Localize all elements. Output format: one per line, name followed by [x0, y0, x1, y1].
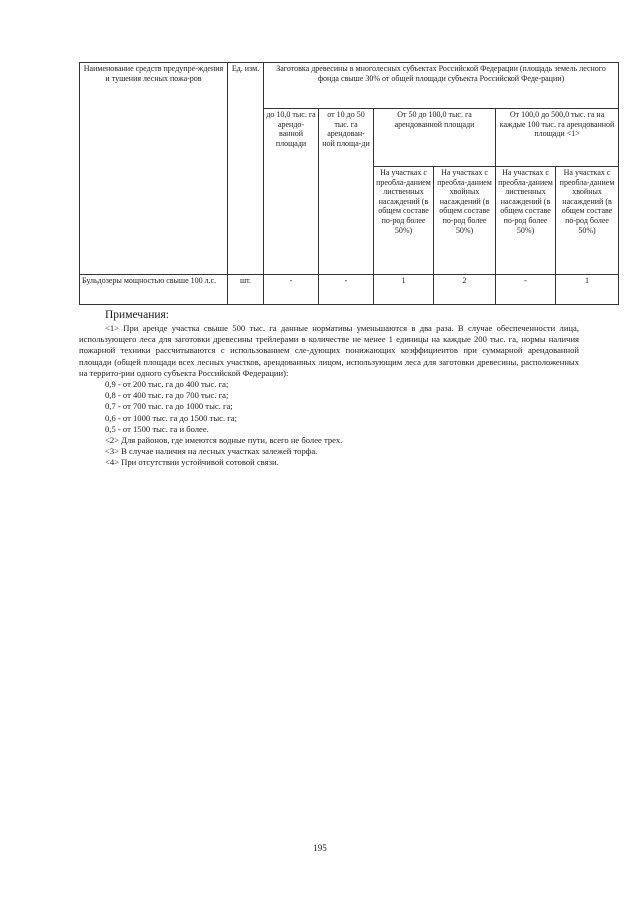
row-value-up-to-10: -: [264, 275, 319, 305]
header-10-to-50: от 10 до 50 тыс. га арендован-ной площа-ди: [319, 109, 374, 275]
page-number: 195: [313, 843, 327, 853]
coefficient-item: 0,7 - от 700 тыс. га до 1000 тыс. га;: [105, 401, 233, 412]
notes-section: [79, 309, 579, 469]
header-leaf-deciduous-100-500: На участках с преобла-данием лиственных насаждений (в общем составе по-род более 50%): [496, 167, 556, 275]
header-leaf-coniferous-50-100: На участках с преобла-данием хвойных насаждений (в общем составе по-род более 50%): [434, 167, 496, 275]
coefficient-item: 0,9 - от 200 тыс. га до 400 тыс. га;: [105, 379, 229, 390]
fire-equipment-norms-table: [79, 62, 619, 305]
row-value-deciduous-100-500: -: [496, 275, 556, 305]
note-4: <4> При отсутствии устойчивой сотовой связи.: [105, 457, 279, 468]
row-name: Бульдозеры мощностью свыше 100 л.с.: [80, 275, 228, 305]
row-value-coniferous-100-500: 1: [556, 275, 619, 305]
note-3: <3> В случае наличия на лесных участках залежей торфа.: [105, 446, 318, 457]
coefficient-item: 0,5 - от 1500 тыс. га и более.: [105, 423, 209, 434]
row-value-coniferous-50-100: 2: [434, 275, 496, 305]
row-unit: шт.: [228, 275, 264, 305]
coefficient-item: 0,6 - от 1000 тыс. га до 1500 тыс. га;: [105, 412, 237, 423]
row-value-deciduous-50-100: 1: [374, 275, 434, 305]
note-1: <1> При аренде участка свыше 500 тыс. га данные нормативы уменьшаются в два раза. В случае обеспеченности лица, использующего леса для заготовки древесины трейлерами в количестве не менее 1 единицы на каждые 200 тыс. га, нормы наличия пожарной техники рассчитываются с использованием сле-дующих понижающих коэффициентов при суммарной арендованной площади (общей площади всех лесных участков, арендованных лицом, использующим леса для заготовки древесины, расположенных на террито-рии одного субъекта Российской Федерации):: [79, 323, 579, 378]
header-leaf-deciduous-50-100: На участках с преобла-данием лиственных насаждений (в общем составе по-род более 50%): [374, 167, 434, 275]
table-row: [80, 275, 619, 305]
row-value-10-to-50: -: [319, 275, 374, 305]
header-name-column: Наименование средств предупре-ждения и тушения лесных пожа-ров: [80, 63, 228, 275]
header-50-to-100: От 50 до 100,0 тыс. га арендованной площади: [374, 109, 496, 167]
note-2: <2> Для районов, где имеются водные пути, всего не более трех.: [105, 435, 343, 446]
header-main-group: Заготовка древесины в многолесных субъектах Российской Федерации (площадь земель лесного фонда свыше 30% от общей площади субъекта Российской Феде-рации): [264, 63, 619, 109]
notes-heading: Примечания:: [105, 309, 169, 321]
header-100-to-500: От 100,0 до 500,0 тыс. га на каждые 100 тыс. га арендованной площади <1>: [496, 109, 619, 167]
header-up-to-10: до 10,0 тыс. га арендо-ванной площади: [264, 109, 319, 275]
coefficient-item: 0,8 - от 400 тыс. га до 700 тыс. га;: [105, 390, 229, 401]
header-unit-column: Ед. изм.: [228, 63, 264, 275]
header-leaf-coniferous-100-500: На участках с преобла-данием хвойных насаждений (в общем составе по-род более 50%): [556, 167, 619, 275]
